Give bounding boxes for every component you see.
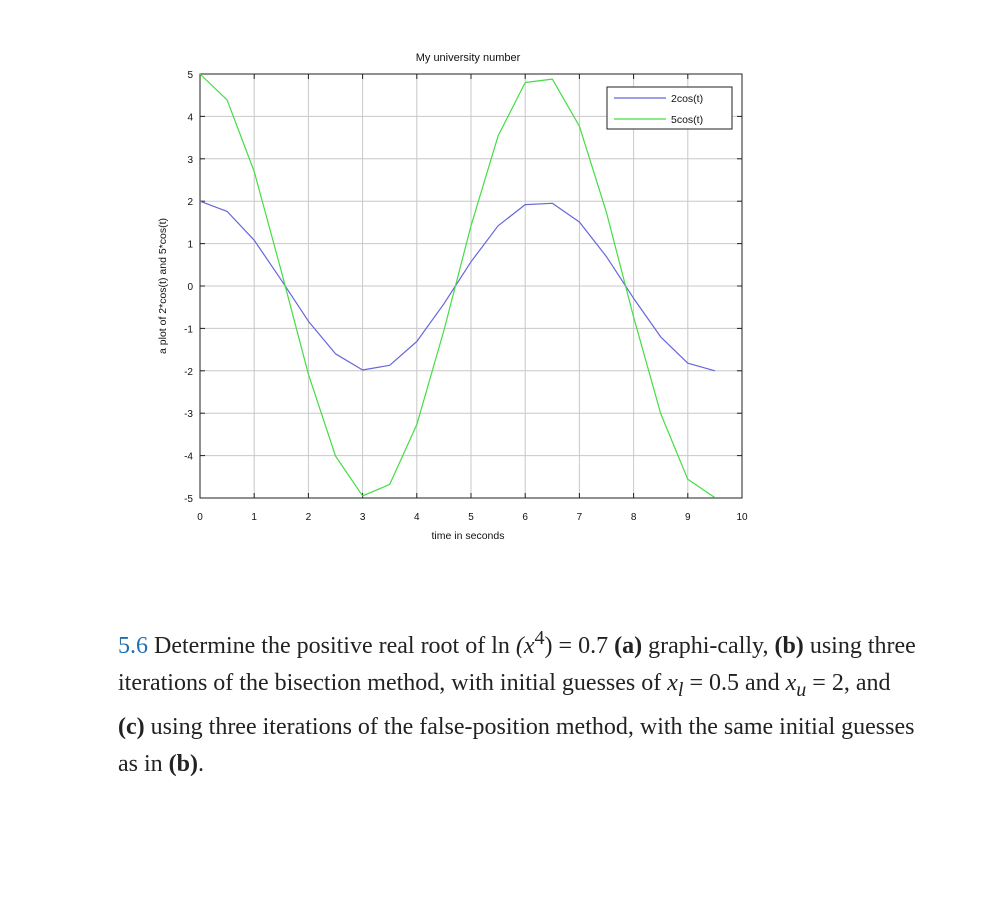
problem-text-7: using three iterations of the false-position method, with the same initial guesses as in [118, 713, 915, 777]
legend [607, 87, 732, 129]
legend-box [607, 87, 732, 129]
problem-number: 5.6 [118, 633, 148, 659]
x-tick-label: 4 [414, 512, 420, 523]
x-tick-label: 7 [576, 512, 583, 523]
y-tick-label: 5 [187, 70, 193, 81]
y-tick-label: -1 [184, 324, 193, 336]
x-tick-label: 6 [522, 512, 528, 523]
chart-title: My university number [415, 52, 521, 64]
part-a-label: (a) [614, 633, 643, 659]
x-tick-label: 8 [630, 512, 637, 523]
legend-label-5cos: 5cos(t) [671, 114, 704, 126]
problem-text-8: . [198, 750, 205, 777]
problem-text-6: = 2, and [806, 670, 891, 696]
y-tick-label: -3 [184, 409, 193, 421]
y-tick-label: 2 [187, 197, 193, 209]
problem-text-1: Determine the positive real root of ln [148, 633, 516, 659]
problem-text-4: using three iterations of the bisection method, with initial guesses of [118, 633, 916, 696]
x-tick-label: 0 [197, 512, 203, 523]
xu-var: x [785, 670, 797, 696]
y-tick-label: -2 [184, 366, 193, 378]
y-tick-label: 1 [187, 239, 193, 251]
part-b-label: (b) [774, 633, 804, 659]
x-tick-label: 2 [305, 512, 312, 523]
y-tick-label: 0 [187, 282, 193, 293]
problem-text-2: = 0.7 [552, 633, 615, 659]
legend-label-2cos: 2cos(t) [671, 93, 704, 105]
y-axis-label: a plot of 2*cos(t) and 5*cos(t) [157, 218, 169, 354]
xl-sub: l [677, 678, 684, 701]
y-tick-label: 4 [187, 112, 193, 124]
problem-x4-close: ) [544, 633, 553, 659]
xl-var: x [667, 670, 678, 696]
x-tick-label: 1 [251, 512, 257, 523]
y-tick-label: -4 [184, 451, 193, 463]
y-tick-label: 3 [187, 154, 193, 166]
x-axis-label: time in seconds [431, 530, 505, 542]
problem-x4-base: (x [515, 633, 535, 659]
x-tick-label: 3 [359, 512, 366, 523]
problem-text-5: = 0.5 and [683, 670, 786, 696]
part-c-label: (c) [118, 713, 145, 740]
x-tick-label: 9 [685, 512, 691, 523]
grid [200, 74, 742, 498]
problem-x4-exp: 4 [534, 627, 545, 649]
xu-sub: u [796, 678, 807, 701]
axis-ticks [184, 70, 748, 523]
y-tick-label: -5 [184, 494, 193, 505]
problem-statement [118, 620, 918, 783]
x-tick-label: 5 [468, 512, 474, 523]
x-tick-label: 10 [736, 512, 748, 523]
problem-text-3: graphi-cally, [642, 633, 775, 659]
part-b-ref-label: (b) [168, 750, 199, 777]
